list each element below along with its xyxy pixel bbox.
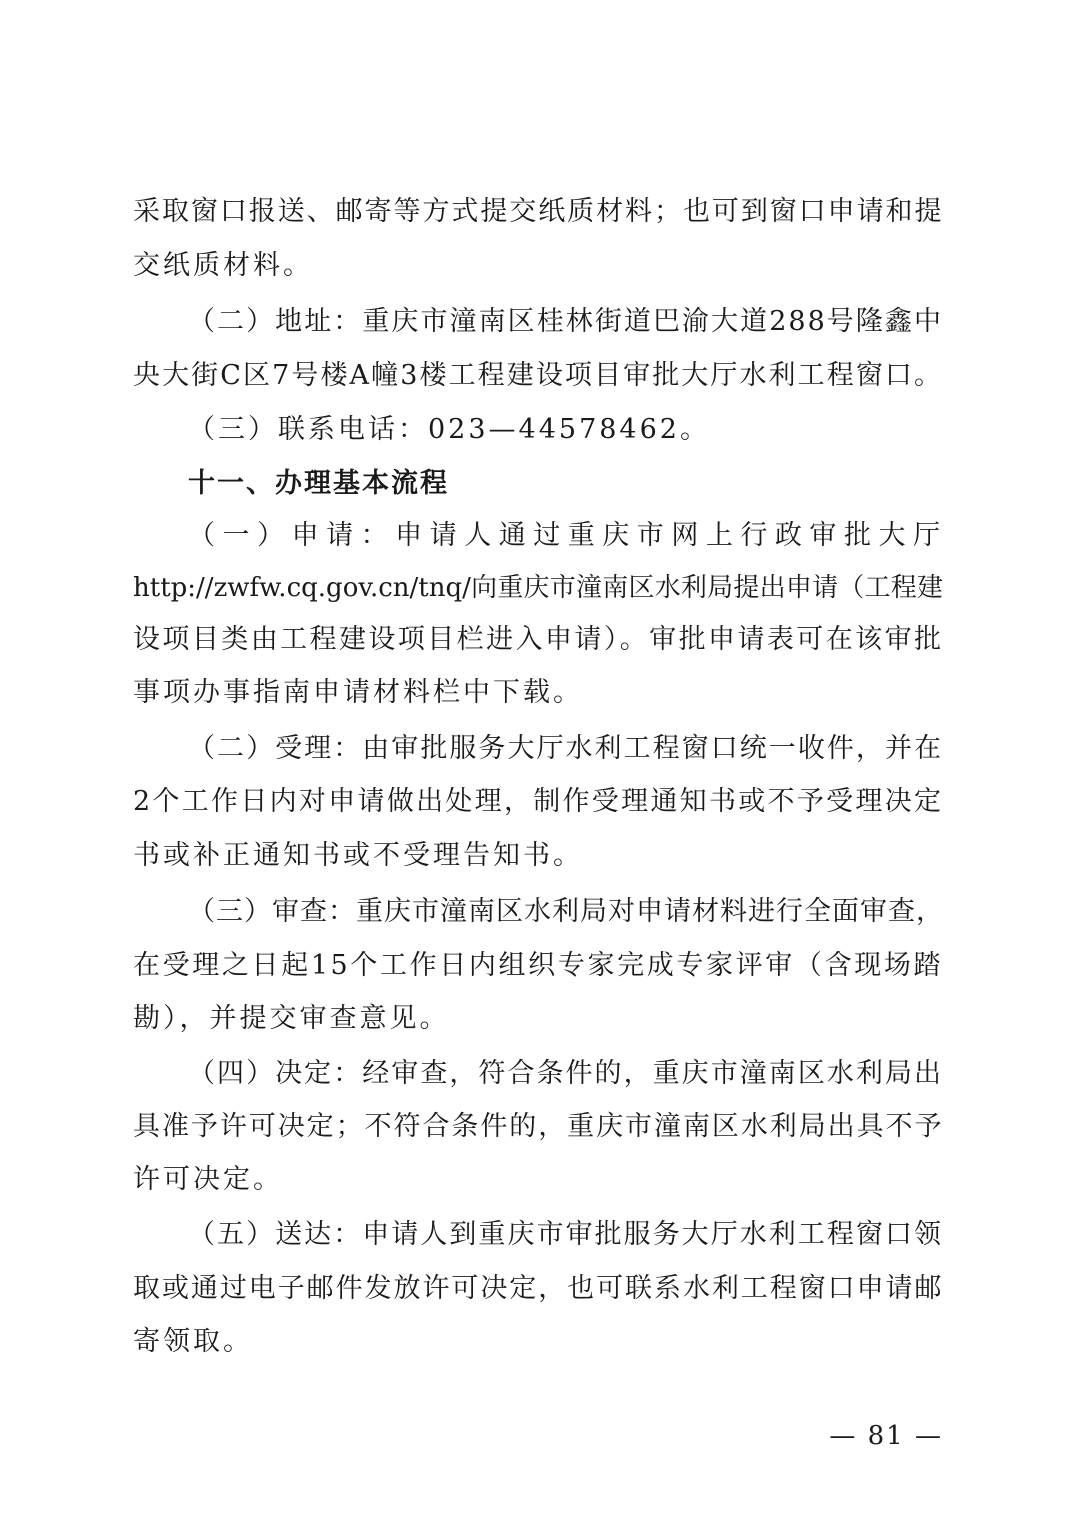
body-line: 许可决定。 (133, 1164, 283, 1195)
body-line: 设项目类由工程建设项目栏进入申请）。审批申请表可在该审批 (133, 624, 943, 655)
address-line: 央大街C区7号楼A幢3楼工程建设项目审批大厅水利工程窗口。 (133, 360, 943, 391)
body-line: （四）决定：经审查，符合条件的，重庆市潼南区水利局出 (188, 1058, 943, 1089)
body-line: 勘），并提交审查意见。 (133, 1003, 450, 1034)
body-line: （二）受理：由审批服务大厅水利工程窗口统一收件，并在 (188, 733, 943, 764)
phone-line: （三）联系电话：023—44578462。 (188, 414, 710, 445)
body-line: 在受理之日起15个工作日内组织专家完成专家评审（含现场踏 (133, 950, 943, 981)
page-number: — 81 — (829, 1421, 943, 1451)
body-line: 取或通过电子邮件发放许可决定，也可联系水利工程窗口申请邮 (133, 1273, 943, 1304)
body-line: 采取窗口报送、邮寄等方式提交纸质材料；也可到窗口申请和提 (133, 196, 943, 227)
body-line: 2个工作日内对申请做出处理，制作受理通知书或不予受理决定 (133, 786, 943, 817)
body-line: 书或补正通知书或不受理告知书。 (133, 840, 583, 871)
body-line: （五）送达：申请人到重庆市审批服务大厅水利工程窗口领 (188, 1219, 943, 1250)
section-heading: 十一、办理基本流程 (188, 468, 449, 499)
body-line: （一）申请：申请人通过重庆市网上行政审批大厅 (188, 520, 943, 551)
url-line: http://zwfw.cq.gov.cn/tnq/向重庆市潼南区水利局提出申请（工程建 (133, 573, 943, 603)
body-line: 寄领取。 (133, 1326, 253, 1357)
body-line: （三）审查：重庆市潼南区水利局对申请材料进行全面审查， (188, 896, 944, 927)
body-line: 具准予许可决定；不符合条件的，重庆市潼南区水利局出具不予 (133, 1111, 943, 1142)
body-line: 交纸质材料。 (133, 250, 313, 281)
body-line: 事项办事指南申请材料栏中下载。 (133, 677, 583, 708)
address-line: （二）地址：重庆市潼南区桂林街道巴渝大道288号隆鑫中 (188, 306, 943, 337)
